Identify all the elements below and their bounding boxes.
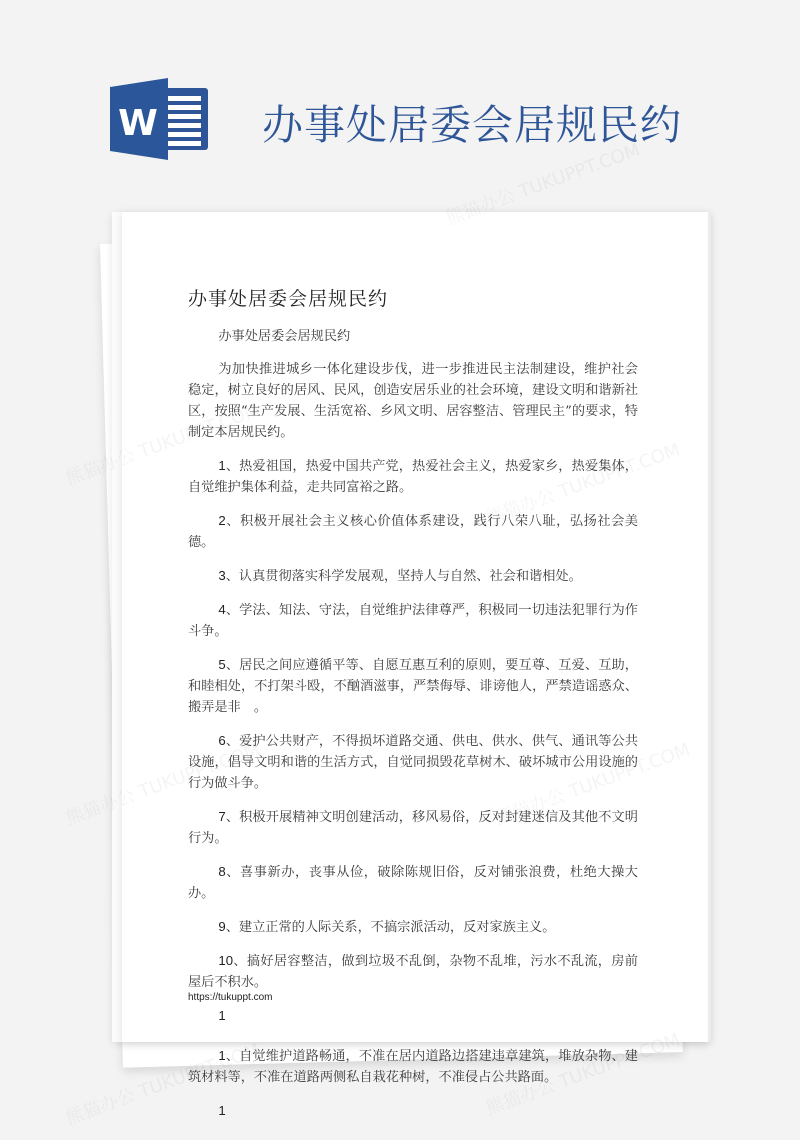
intro-paragraph: 为加快推进城乡一体化建设步伐，进一步推进民主法制建设，维护社会稳定，树立良好的居风、民风，创造安居乐业的社会环境，建设文明和谐新社区，按照“生产发展、生活宽裕、乡风文明、居容整洁、管理民主”的要求，特制定本居规民约。 bbox=[188, 362, 638, 440]
section-marker: 1 bbox=[218, 1103, 226, 1118]
document-page bbox=[122, 212, 711, 1118]
list-item: 2、积极开展社会主义核心价值体系建设，践行八荣八耻，弘扬社会美德。 bbox=[188, 513, 638, 550]
list-item: 5、居民之间应遵循平等、自愿互惠互利的原则，要互尊、互爱、互助，和睦相处，不打架斗殴，不酗酒滋事，严禁侮辱、诽谤他人，严禁造谣惑众、搬弄是非 。 bbox=[188, 657, 638, 715]
list-item: 9、建立正常的人际关系，不搞宗派活动，反对家族主义。 bbox=[218, 919, 556, 935]
document-body bbox=[188, 326, 638, 1140]
list-item: 6、爱护公共财产，不得损坏道路交通、供电、供水、供气、通讯等公共设施，倡导文明和谐的生活方式，自觉同损毁花草树木、破坏城市公用设施的行为做斗争。 bbox=[188, 733, 638, 791]
document-title: 办事处居委会居规民约 bbox=[188, 288, 389, 310]
list-item: 10、搞好居容整洁，做到垃圾不乱倒，杂物不乱堆，污水不乱流，房前屋后不积水。 bbox=[188, 953, 638, 990]
svg-text:W: W bbox=[118, 103, 158, 144]
word-document-icon bbox=[110, 78, 210, 160]
list-item: 4、学法、知法、守法，自觉维护法律尊严，积极同一切违法犯罪行为作斗争。 bbox=[188, 602, 638, 639]
footer-url: https://tukuppt.com bbox=[188, 992, 273, 1003]
list-item: 7、积极开展精神文明创建活动，移风易俗，反对封建迷信及其他不文明行为。 bbox=[188, 809, 638, 846]
list-item: 3、认真贯彻落实科学发展观，坚持人与自然、社会和谐相处。 bbox=[218, 568, 582, 584]
banner-title: 办事处居委会居规民约 bbox=[262, 101, 682, 149]
document-subtitle: 办事处居委会居规民约 bbox=[218, 329, 351, 344]
list-item: 1、自觉维护道路畅通，不准在居内道路边搭建违章建筑，堆放杂物、建筑材料等，不准在道路两侧私自栽花种树，不准侵占公共路面。 bbox=[188, 1048, 638, 1085]
list-item: 1、热爱祖国，热爱中国共产党，热爱社会主义，热爱家乡，热爱集体，自觉维护集体利益，走共同富裕之路。 bbox=[188, 458, 638, 495]
section-marker: 1 bbox=[218, 1008, 226, 1023]
list-item: 8、喜事新办，丧事从俭，破除陈规旧俗，反对铺张浪费，杜绝大操大办。 bbox=[188, 864, 638, 901]
banner bbox=[0, 0, 800, 200]
